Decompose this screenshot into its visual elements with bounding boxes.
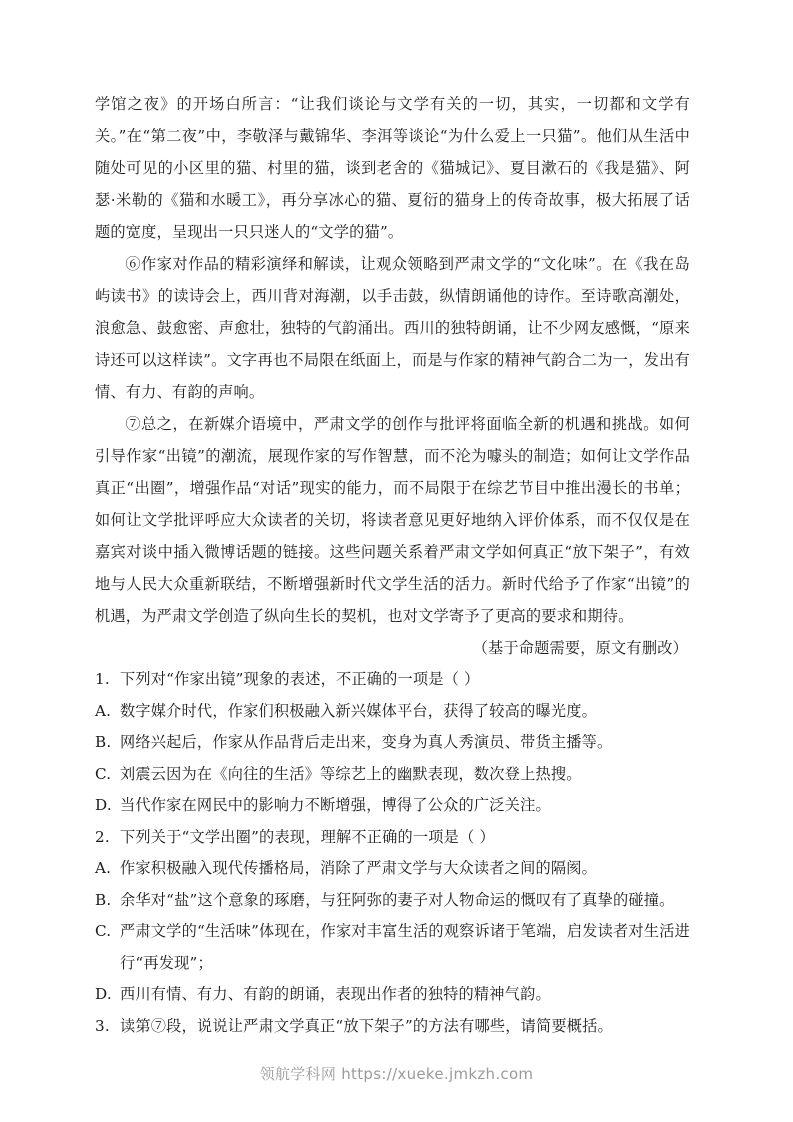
question-2-option-b[interactable] xyxy=(95,885,690,917)
question-1-number: 1. xyxy=(95,670,110,688)
option-text-c: 刘震云因为在《向往的生活》等综艺上的幽默表现，数次登上热搜。 xyxy=(120,764,582,783)
paragraph-7: ⑦总之，在新媒介语境中，严肃文学的创作与批评将面临全新的机遇和挑战。如何引导作家“出镜”的潮流，展现作家的写作智慧，而不沦为噱头的制造；如何让文学作品真正“出圈”，增强作品“对话”现实的能力，而不局限于在综艺节目中推出漫长的书单；如何让文学批评呼应大众读者的关切，将读者意见更好地纳入评价体系，而不仅仅是在嘉宾对谈中插入微博话题的链接。这些问题关系着严肃文学如何真正“放下架子”，有效地与人民大众重新联结，不断增强新时代文学生活的活力。新时代给予了作家“出镜”的机遇，为严肃文学创造了纵向生长的契机，也对文学寄予了更高的要求和期待。 xyxy=(95,415,690,625)
option-text-b: 余华对“盐”这个意象的琢磨，与狂阿弥的妻子对人物命运的慨叹有了真挚的碰撞。 xyxy=(120,890,675,909)
question-2-option-d[interactable] xyxy=(95,979,690,1011)
question-2-number: 2. xyxy=(95,827,110,846)
option-label-d: D. xyxy=(95,985,112,1003)
question-3 xyxy=(95,1011,690,1043)
option-label-c: C. xyxy=(95,764,112,783)
watermark-url: https://xueke.jmkzh.com xyxy=(341,1065,534,1083)
question-2-option-a[interactable] xyxy=(95,853,690,885)
question-1 xyxy=(95,664,690,822)
option-label-a: A. xyxy=(95,701,112,720)
watermark-site-name: 领航学科网 xyxy=(259,1065,337,1083)
option-label-c: C. xyxy=(95,922,112,940)
question-2 xyxy=(95,822,690,1011)
question-1-stem xyxy=(95,664,690,696)
option-text-b: 网络兴起后，作家从作品背后走出来，变身为真人秀演员、带货主播等。 xyxy=(120,733,613,751)
question-3-stem xyxy=(95,1011,690,1043)
paragraph-5-continued: 学馆之夜》的开场白所言：“让我们谈论与文学有关的一切，其实，一切都和文学有关。”在“第二夜”中，李敬泽与戴锦华、李洱等谈论“为什么爱上一只猫”。他们从生活中随处可见的小区里的猫、村里的猫，谈到老舍的《猫城记》、夏目漱石的《我是猫》、阿瑟·米勒的《猫和水暖工》，再分享冰心的猫、夏衍的猫身上的传奇故事，极大拓展了话题的宽度，呈现出一只只迷人的“文学的猫”。 xyxy=(95,95,690,241)
option-label-b: B. xyxy=(95,890,112,909)
option-label-b: B. xyxy=(95,733,112,751)
option-label-a: A. xyxy=(95,859,112,877)
question-2-option-c[interactable] xyxy=(95,916,690,979)
question-3-text: 读第⑦段，说说让严肃文学真正“放下架子”的方法有哪些，请简要概括。 xyxy=(120,1016,613,1035)
question-1-option-b[interactable] xyxy=(95,727,690,759)
question-1-option-d[interactable] xyxy=(95,790,690,822)
option-text-a: 作家积极融入现代传播格局，消除了严肃文学与大众读者之间的隔阂。 xyxy=(120,859,598,877)
option-label-d: D. xyxy=(95,796,112,814)
source-attribution: （基于命题需要，原文有删改） xyxy=(472,639,688,657)
question-1-option-c[interactable] xyxy=(95,759,690,791)
question-2-stem xyxy=(95,822,690,854)
question-1-text: 下列对“作家出镜”现象的表述，不正确的一项是（ ） xyxy=(120,670,480,688)
question-3-number: 3. xyxy=(95,1016,110,1035)
footer-watermark xyxy=(0,1063,793,1084)
option-text-d: 当代作家在网民中的影响力不断增强，博得了公众的广泛关注。 xyxy=(120,796,551,814)
paragraph-6: ⑥作家对作品的精彩演绎和解读，让观众领略到严肃文学的“文化味”。在《我在岛屿读书》的读诗会上，西川背对海潮，以手击鼓，纵情朗诵他的诗作。至诗歌高潮处，浪愈急、鼓愈密、声愈壮，独特的气韵涌出。西川的独特朗诵，让不少网友感慨，“原来诗还可以这样读”。文字再也不局限在纸面上，而是与作家的精神气韵合二为一，发出有情、有力、有韵的声响。 xyxy=(95,255,690,401)
option-text-d: 西川有情、有力、有韵的朗诵，表现出作者的独特的精神气韵。 xyxy=(120,985,551,1003)
option-text-c: 严肃文学的“生活味”体现在，作家对丰富生活的观察诉诸于笔端，启发读者对生活进行“再发现”； xyxy=(120,922,690,972)
question-2-text: 下列关于“文学出圈”的表现，理解不正确的一项是（ ） xyxy=(120,827,495,846)
question-1-option-a[interactable] xyxy=(95,696,690,728)
option-text-a: 数字媒介时代，作家们积极融入新兴媒体平台，获得了较高的曝光度。 xyxy=(120,701,598,720)
